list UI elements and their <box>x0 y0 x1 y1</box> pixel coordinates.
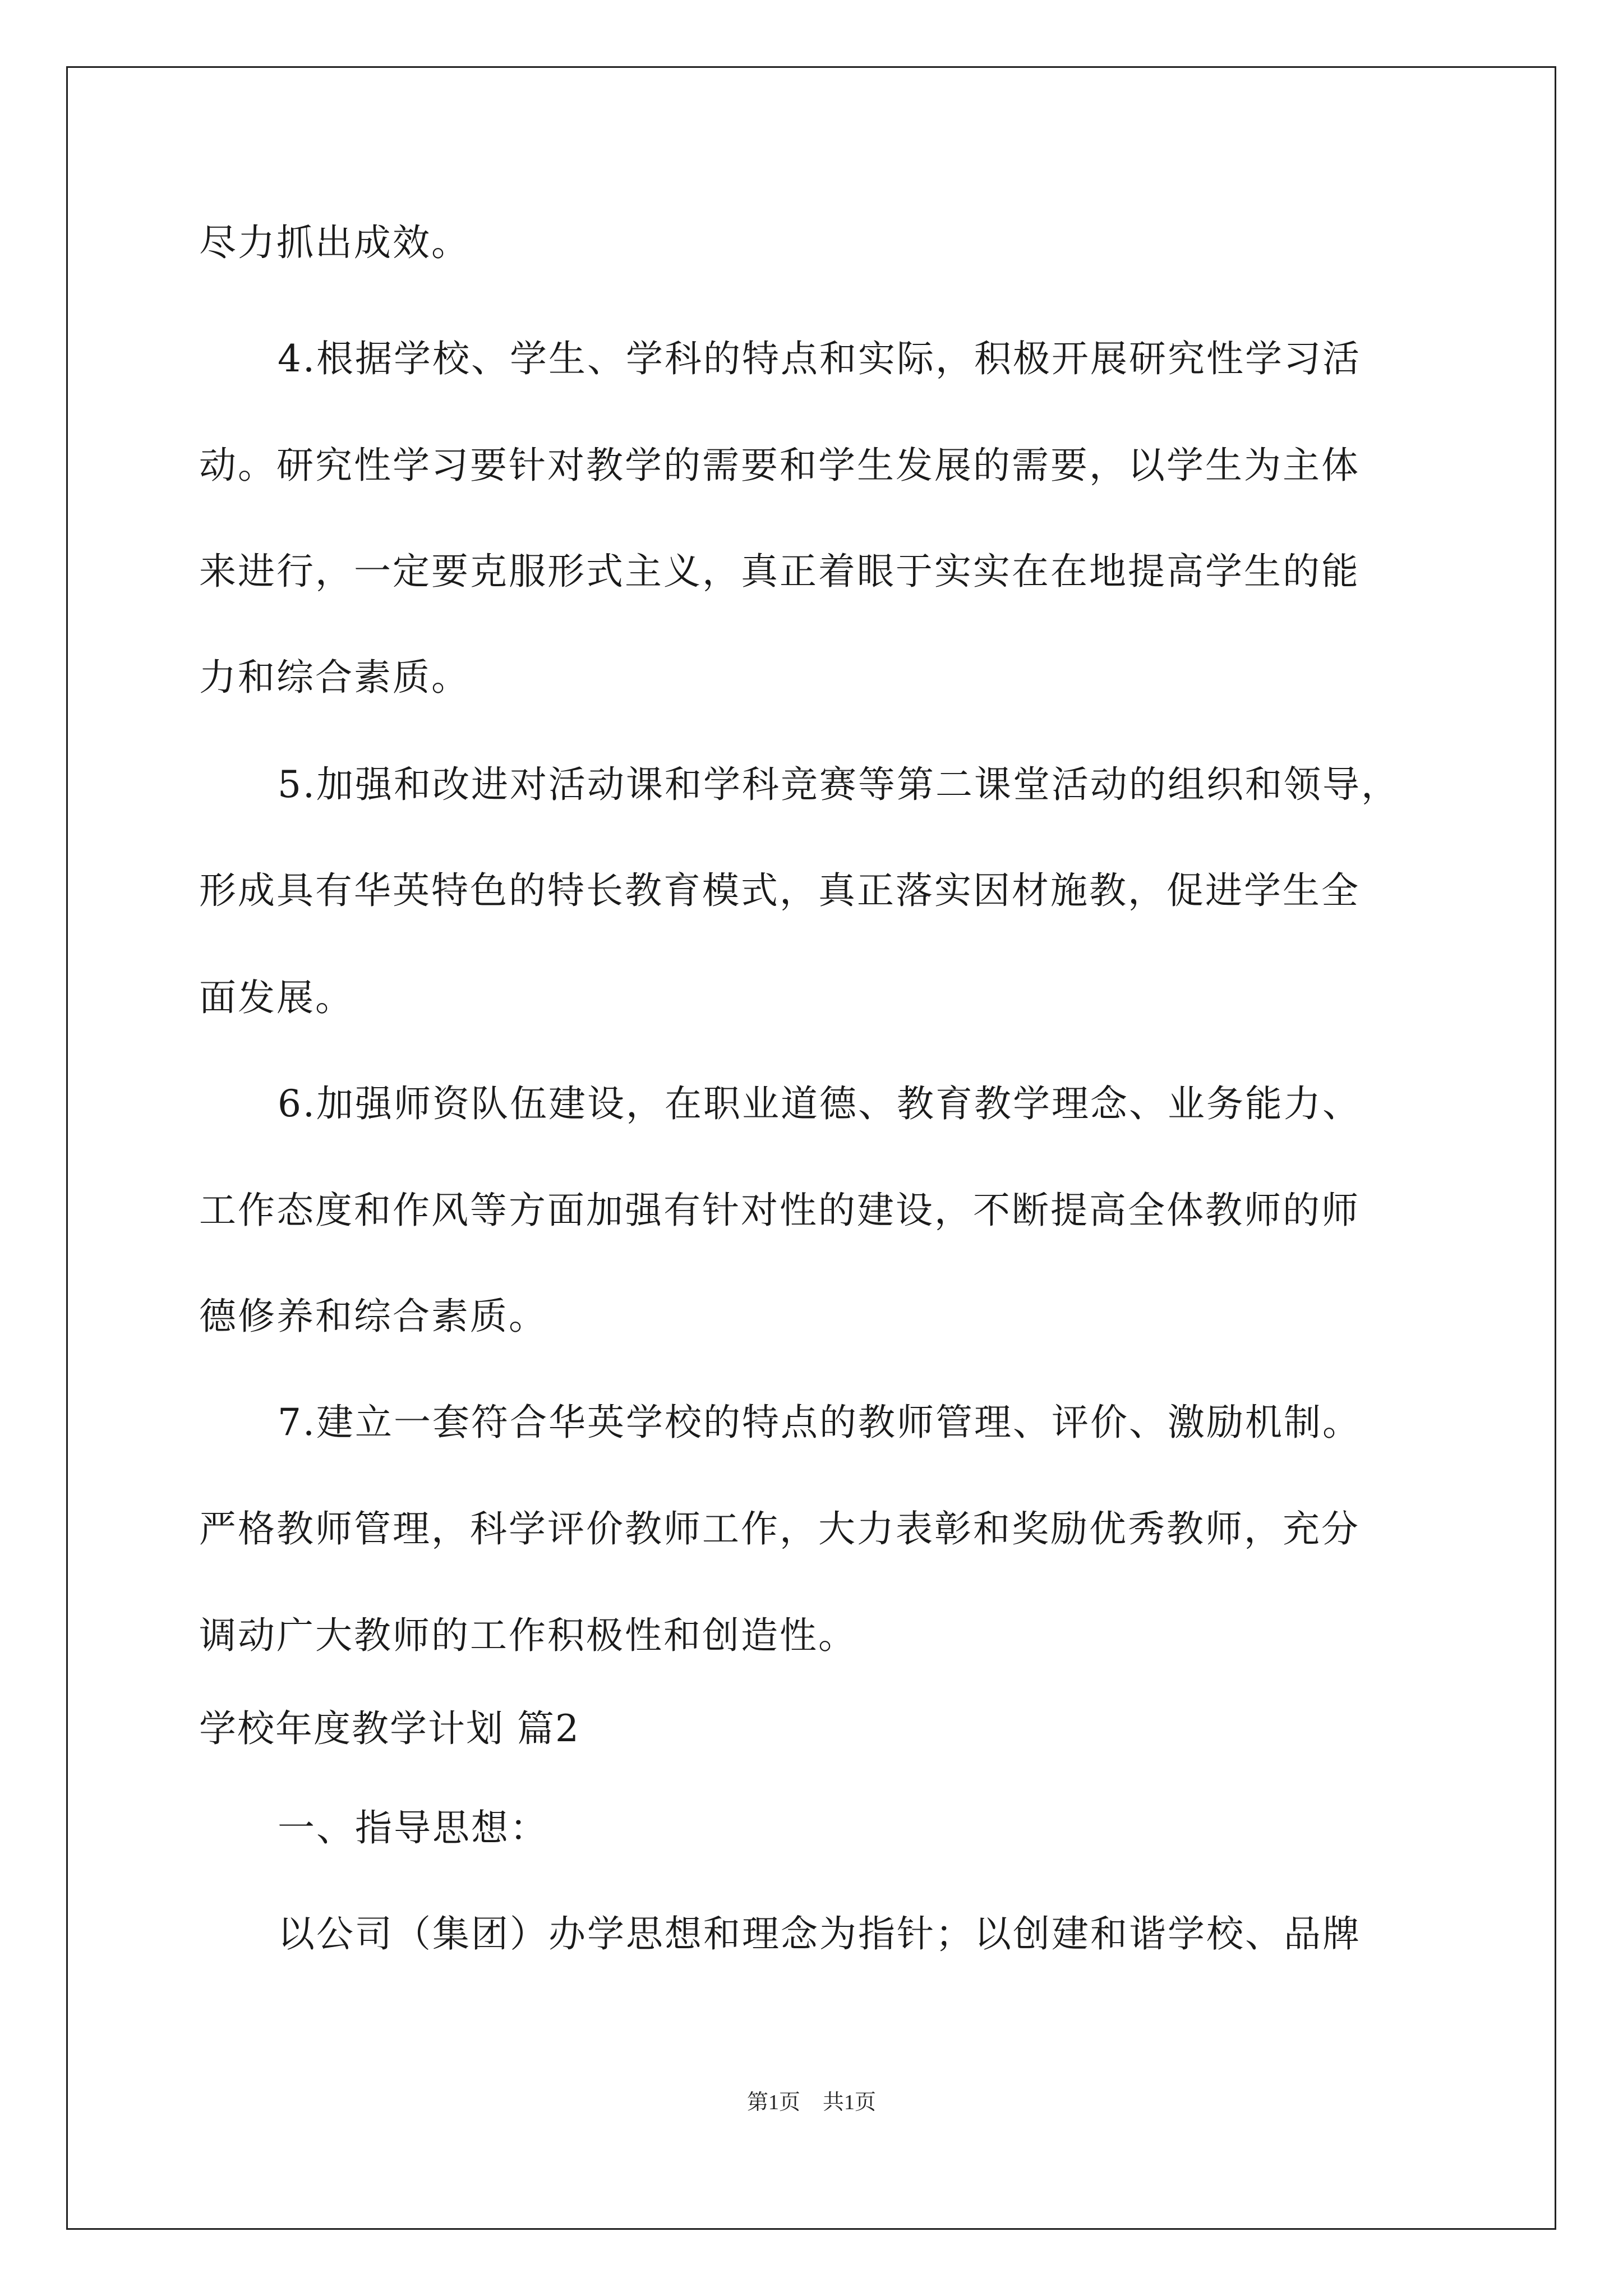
paragraph-line: 动。研究性学习要针对教学的需要和学生发展的需要，以学生为主体 <box>199 444 1360 487</box>
paragraph-line: 4.根据学校、学生、学科的特点和实际，积极开展研究性学习活 <box>278 337 1361 380</box>
page-total: 共1页 <box>823 2091 877 2114</box>
paragraph-line: 6.加强师资队伍建设，在职业道德、教育教学理念、业务能力、 <box>278 1082 1361 1125</box>
section-heading: 学校年度教学计划 篇2 <box>199 1707 580 1750</box>
paragraph-line: 面发展。 <box>199 976 354 1019</box>
paragraph-line: 以公司（集团）办学思想和理念为指针；以创建和谐学校、品牌 <box>278 1912 1361 1955</box>
page-number: 第1页 <box>746 2091 800 2114</box>
paragraph-line: 7.建立一套符合华英学校的特点的教师管理、评价、激励机制。 <box>278 1401 1361 1444</box>
paragraph-line: 5.加强和改进对活动课和学科竞赛等第二课堂活动的组织和领导， <box>278 763 1400 806</box>
paragraph-line: 工作态度和作风等方面加强有针对性的建设，不断提高全体教师的师 <box>199 1189 1360 1232</box>
subsection-heading: 一、指导思想： <box>278 1806 548 1849</box>
paragraph-line: 力和综合素质。 <box>199 656 470 699</box>
paragraph-line: 尽力抓出成效。 <box>199 221 470 264</box>
paragraph-line: 来进行，一定要克服形式主义，真正着眼于实实在在地提高学生的能 <box>199 550 1360 593</box>
page-footer <box>0 2086 1623 2119</box>
paragraph-line: 严格教师管理，科学评价教师工作，大力表彰和奖励优秀教师，充分 <box>199 1507 1360 1550</box>
paragraph-line: 形成具有华英特色的特长教育模式，真正落实因材施教，促进学生全 <box>199 869 1360 912</box>
paragraph-line: 调动广大教师的工作积极性和创造性。 <box>199 1614 857 1657</box>
paragraph-line: 德修养和综合素质。 <box>199 1295 547 1338</box>
